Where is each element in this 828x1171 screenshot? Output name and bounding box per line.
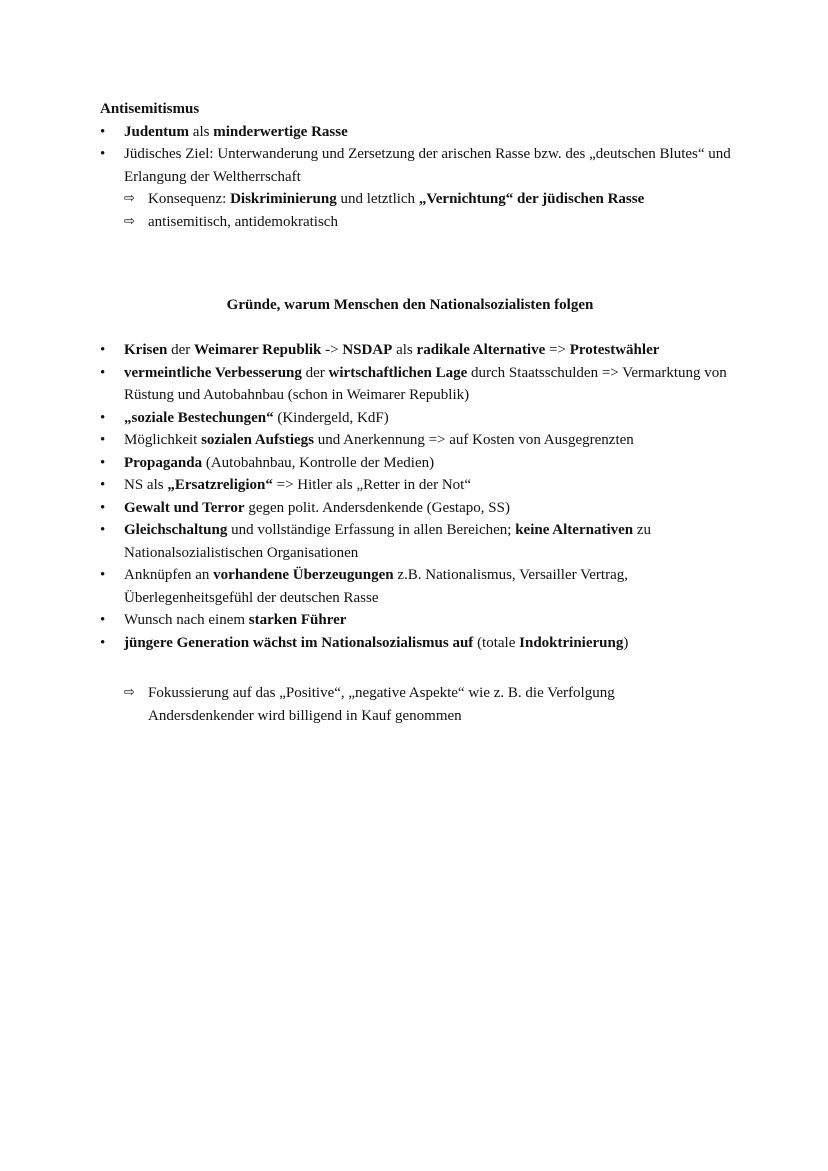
bold-text: Protestwähler [569, 342, 660, 358]
text-run: Jüdisches Ziel: Unterwanderung und Zersetzung der arischen Rasse bzw. des „deutschen Blutes“ und Erlangung der Weltherrschaft [124, 146, 731, 185]
text-run: durch Staatsschulden => Vermarktung von Rüstung und Autobahnbau (schon in Weimarer Republik) [124, 364, 727, 403]
section-gruende-conclusion [100, 682, 660, 727]
bold-text: wirtschaftlichen Lage [328, 364, 468, 381]
bold-text: „Ersatzreligion“ [167, 477, 273, 493]
text-run: Anknüpfen an [124, 567, 214, 583]
text-run: Möglichkeit [124, 432, 202, 448]
bullet-item [100, 474, 728, 497]
section-antisemitismus [100, 98, 740, 233]
text-run: => Hitler als „Retter in der Not“ [272, 477, 471, 493]
bold-text: starken Führer [248, 612, 347, 628]
text-run: -> [321, 342, 343, 358]
bullet-item [100, 121, 740, 144]
bold-text: Propaganda [124, 454, 203, 471]
bullet-item [100, 497, 728, 520]
bullet-list [100, 121, 740, 189]
bold-text: Gewalt und Terror [124, 499, 245, 516]
bullet-item [100, 429, 728, 452]
bullet-item [100, 362, 728, 407]
bullet-item [100, 519, 728, 564]
bullet-item [100, 143, 740, 188]
text-run: (totale [473, 634, 520, 651]
text-run: NS als [124, 477, 168, 493]
text-run: zu Nationalsozialistischen Organisationen [124, 522, 652, 561]
bullet-item [100, 452, 728, 475]
bold-text: minderwertige Rasse [213, 123, 348, 140]
bold-text: Indoktrinierung [519, 634, 624, 651]
text-run: als [392, 342, 417, 358]
bullet-item [100, 632, 728, 655]
section-heading-antisemitismus: Antisemitismus [100, 101, 200, 117]
section-heading-gruende: Gründe, warum Menschen den Nationalsozialisten folgen [226, 297, 594, 313]
bold-text: Diskriminierung [230, 191, 337, 207]
text-run: gegen polit. Andersdenkende (Gestapo, SS) [244, 499, 510, 516]
bold-text: NSDAP [342, 342, 393, 358]
bold-text: jüngere Generation wächst im Nationalsozialismus auf [124, 634, 474, 651]
bold-text: Krisen [124, 342, 168, 358]
text-run: Fokussierung auf das „Positive“, „negative Aspekte“ wie z. B. die Verfolgung Andersdenkender wird billigend in Kauf genommen [148, 685, 615, 724]
text-run: z.B. Nationalismus, Versailler Vertrag, Überlegenheitsgefühl der deutschen Rasse [124, 567, 628, 606]
bold-text: „soziale Bestechungen“ [124, 409, 274, 426]
text-run: und letztlich [336, 191, 419, 207]
arrow-item [100, 211, 740, 234]
bullet-item [100, 609, 728, 632]
arrow-item [100, 682, 660, 727]
bold-text: Weimarer Republik [194, 342, 322, 358]
text-run: antisemitisch, antidemokratisch [148, 213, 338, 230]
text-run: der [167, 342, 194, 358]
text-run: (Kindergeld, KdF) [273, 409, 389, 426]
text-run: Wunsch nach einem [124, 612, 249, 628]
bold-text: Judentum [124, 123, 190, 140]
arrow-list [100, 682, 660, 727]
bullet-item [100, 407, 728, 430]
arrow-item [100, 188, 740, 211]
section-gruende [100, 339, 728, 654]
bold-text: keine Alternativen [515, 522, 634, 538]
bold-text: Gleichschaltung [124, 522, 228, 538]
text-run: der [301, 364, 329, 381]
bullet-list [100, 339, 728, 654]
text-run: Konsequenz: [148, 191, 231, 207]
arrow-list [100, 188, 740, 233]
bold-text: radikale Alternative [416, 342, 546, 358]
bold-text: vorhandene Überzeugungen [213, 567, 394, 583]
text-run: als [189, 123, 214, 140]
bullet-item [100, 339, 728, 362]
text-run: und vollständige Erfassung in allen Bereichen; [227, 522, 516, 538]
bold-text: sozialen Aufstiegs [201, 432, 314, 448]
bold-text: „Vernichtung“ der jüdischen Rasse [418, 191, 645, 207]
bold-text: vermeintliche Verbesserung [124, 364, 302, 381]
text-run: => [545, 342, 570, 358]
text-run: und Anerkennung => auf Kosten von Ausgegrenzten [314, 432, 634, 448]
text-run: ) [623, 634, 629, 651]
bullet-item [100, 564, 728, 609]
text-run: (Autobahnbau, Kontrolle der Medien) [202, 454, 435, 471]
